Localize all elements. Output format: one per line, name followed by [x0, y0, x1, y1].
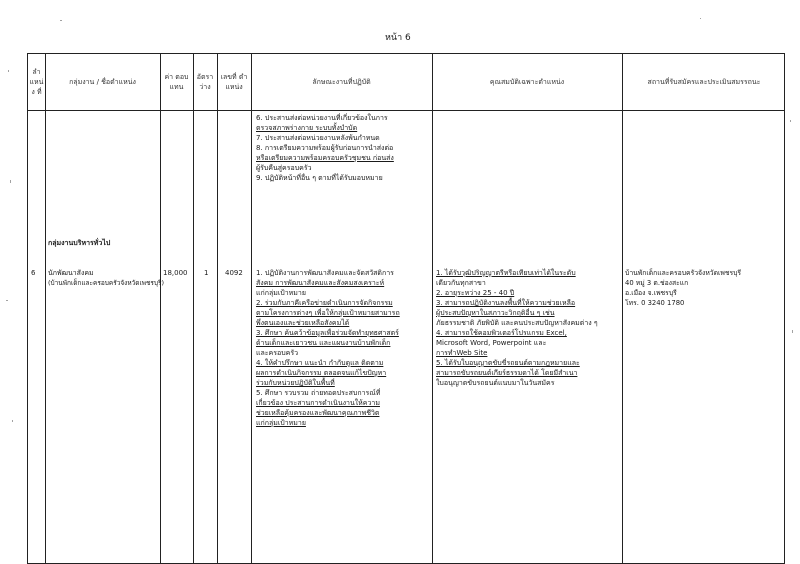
header-vacancy: อัตรา ว่าง — [196, 73, 214, 91]
header-location: สถานที่รับสมัครและประเมินสมรรถนะ — [647, 78, 761, 86]
duty-line: 1. ปฏิบัติงานการพัฒนาสังคมและจัดสวัสดิการ — [256, 269, 394, 277]
qualification-line: 1. ได้รับวุฒิปริญญาตรีหรือเทียบเท่าได้ในระดับ — [436, 269, 576, 277]
location-block — [625, 268, 741, 308]
page-number: หน้า 6 — [385, 33, 411, 43]
position-unit: (บ้านพักเด็กและครอบครัวจังหวัดเพชรบุรี) — [48, 279, 165, 287]
header-qualifications: คุณสมบัติเฉพาะตำแหน่ง — [489, 78, 565, 86]
duty-line: ตามโครงการต่างๆ เพื่อให้กลุ่มเป้าหมายสามารถ — [256, 309, 400, 317]
location-line: โทร. 0 3240 1780 — [625, 299, 685, 307]
qualification-line: การทำWeb Site — [436, 349, 488, 357]
row-number: 6 — [31, 269, 36, 277]
qualification-line: Microsoft Word, Powerpoint และ — [436, 339, 547, 347]
duty-line: พึ่งตนเองและช่วยเหลือสังคมได้ — [256, 319, 350, 327]
qualification-line: 4. สามารถใช้คอมพิวเตอร์โปรแกรม Excel, — [436, 329, 567, 337]
pay-value: 18,000 — [163, 269, 188, 277]
position-code-value: 4092 — [225, 269, 243, 277]
duty-line: ผลการดำเนินกิจกรรม ตลอดจนแก้ไขปัญหา — [256, 369, 387, 377]
location-line: บ้านพักเด็กและครอบครัวจังหวัดเพชรบุรี — [625, 269, 742, 277]
duty-line: 3. ศึกษา ค้นคว้าข้อมูลเพื่อร่วมจัดทำยุทธศาสตร์ — [256, 329, 399, 337]
duty-line: 7. ประสานส่งต่อหน่วยงานหลังพ้นกำหนด — [256, 134, 380, 142]
duty-line: แก่กลุ่มเป้าหมาย — [256, 289, 306, 297]
duties-list — [256, 268, 400, 428]
duty-line: ช่วยเหลือคุ้มครองและพัฒนาคุณภาพชีวิต — [256, 409, 380, 417]
qualification-line: เดียวกันทุกสาขา — [436, 279, 486, 287]
column-divider — [432, 54, 433, 563]
duty-line: และครอบครัว — [256, 349, 299, 357]
duty-line: หรือเตรียมความพร้อมครอบครัวชุมชน ก่อนส่ง — [256, 154, 394, 162]
recruitment-table — [27, 53, 785, 564]
qualification-line: 2. อายุระหว่าง 25 - 40 ปี — [436, 289, 515, 297]
column-divider — [217, 54, 218, 563]
column-divider — [45, 54, 46, 563]
duty-line: 4. ให้คำปรึกษา แนะนำ กำกับดูแล ติดตาม — [256, 359, 384, 367]
duty-line: เกี่ยวข้อง ประสานการดำเนินงานให้ความ — [256, 399, 380, 407]
column-divider — [193, 54, 194, 563]
qualification-line: ผู้ประสบปัญหาในสภาวะวิกฤติอื่น ๆ เช่น — [436, 309, 555, 317]
duty-line: สังคม การพัฒนาสังคมและสังคมสงเคราะห์ — [256, 279, 385, 287]
header-duties: ลักษณะงานที่ปฏิบัติ — [312, 78, 371, 86]
column-divider — [160, 54, 161, 563]
duty-line: 8. การเตรียมความพร้อมผู้รับก่อนการนำส่งต่อ — [256, 144, 394, 152]
header-position-code: เลขที่ ตำ แหน่ง — [220, 73, 248, 91]
qualifications-list — [436, 268, 598, 388]
duty-line: 5. ศึกษา รวบรวม ถ่ายทอดประสบการณ์ที่ — [256, 389, 381, 397]
header-position-no: ลำ แหน่ง ที่ — [29, 68, 44, 96]
qualification-line: ใบอนุญาตขับรถยนต์แนบมาในวันสมัคร — [436, 379, 555, 387]
position-name: นักพัฒนาสังคม — [48, 269, 94, 277]
duty-line: แก่กลุ่มเป้าหมาย — [256, 419, 306, 427]
qualification-line: 3. สามารถปฏิบัติงานลงพื้นที่ให้ความช่วยเหลือ — [436, 299, 576, 307]
vacancy-value: 1 — [204, 269, 209, 277]
location-line: อ.เมือง จ.เพชรบุรี — [625, 289, 677, 297]
qualification-line: สามารถขับรถยนต์เกียร์ธรรมดาได้ โดยมีสำเนา — [436, 369, 578, 377]
location-line: 40 หมู่ 3 ต.ช่องสะแก — [625, 279, 689, 287]
duty-line: ด้านเด็กและเยาวชน และแผนงานบ้านพักเด็ก — [256, 339, 391, 347]
header-pay: ค่า ตอบ แทน — [164, 73, 189, 91]
header-divider — [28, 110, 784, 111]
column-divider — [622, 54, 623, 563]
duty-line: 9. ปฏิบัติหน้าที่อื่น ๆ ตามที่ได้รับมอบหมาย — [256, 174, 383, 182]
duties-continued-list — [256, 113, 394, 183]
qualification-line: 5. ได้รับใบอนุญาตขับขี่รถยนต์ตามกฎหมายและ — [436, 359, 580, 367]
duty-line: ผู้รับคืนสู่ครอบครัว — [256, 164, 312, 172]
header-group-position: กลุ่มงาน / ชื่อตำแหน่ง — [69, 78, 136, 86]
column-divider — [251, 54, 252, 563]
duty-line: ร่วมกับหน่วยปฏิบัติในพื้นที่ — [256, 379, 335, 387]
duty-line: 2. ร่วมกับภาคีเครือข่ายดำเนินการจัดกิจกรรม — [256, 299, 393, 307]
duty-line: ตรวจสภาพร่างกาย ระบบทั้งบำบัด — [256, 124, 358, 132]
duty-line: 6. ประสานส่งต่อหน่วยงานที่เกี่ยวข้องในการ — [256, 114, 388, 122]
qualification-line: ภัยธรรมชาติ ภัยพิบัติ และคนประสบปัญหาสังคมต่าง ๆ — [436, 319, 598, 327]
group-title: กลุ่มงานบริหารทั่วไป — [48, 239, 111, 247]
